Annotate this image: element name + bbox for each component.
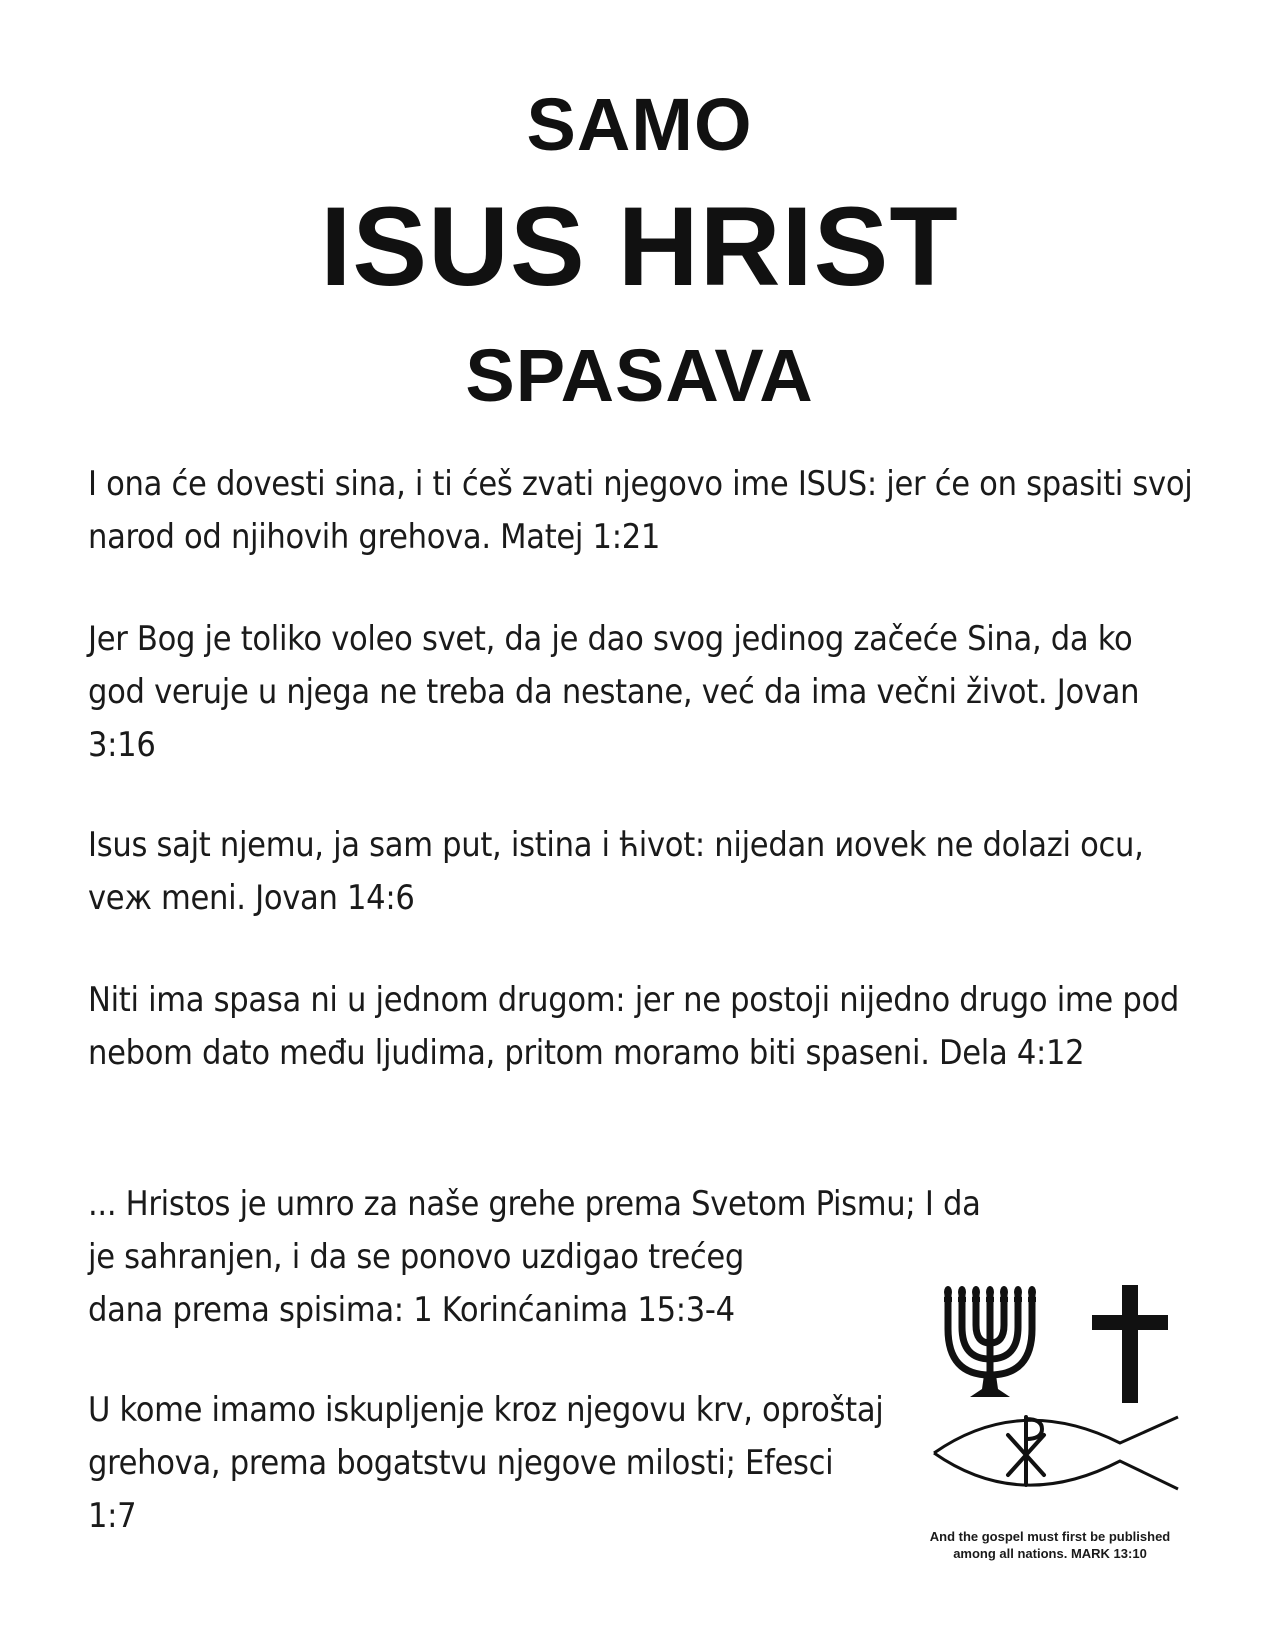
verse-line: ... Hristos je umro za naše grehe prema Svetom Pismu; I da bbox=[88, 1184, 981, 1224]
heading-spasava: SPASAVA bbox=[465, 334, 814, 417]
verse-line: je sahranjen, i da se ponovo uzdigao trećeg bbox=[88, 1237, 745, 1277]
chi-rho-fish-icon bbox=[930, 1413, 1180, 1491]
heading-isus-hrist: ISUS HRIST bbox=[320, 184, 959, 309]
footnote-line: And the gospel must first be published bbox=[929, 1529, 1171, 1544]
verse-matej-1-21: I ona će dovesti sina, i ti ćeš zvati njegovo ime ISUS: jer će on spasiti svoj narod od njihovih grehova. Matej 1:21 bbox=[88, 464, 1193, 557]
footnote-mark-13-10 bbox=[900, 1528, 1200, 1562]
verse-dela-4-12: Niti ima spasa ni u jednom drugom: jer ne postoji nijedno drugo ime pod nebom dato među ljudima, pritom moramo biti spaseni. Dela 4:12 bbox=[88, 980, 1180, 1073]
footnote-line: among all nations. MARK 13:10 bbox=[953, 1546, 1147, 1561]
verse-line: dana prema spisima: 1 Korinćanima 15:3-4 bbox=[88, 1290, 735, 1330]
verse-jovan-14-6: Isus sajt njemu, ja sam put, istina i ћivot: nijedan иovek ne dolazi ocu, veж meni. Jovan 14:6 bbox=[88, 825, 1144, 918]
cross-icon bbox=[1090, 1285, 1170, 1403]
verse-jovan-3-16: Jer Bog je toliko voleo svet, da je dao svog jedinog začeće Sina, da ko god veruje u njega ne treba da nestane, već da ima večni život. Jovan 3:16 bbox=[88, 619, 1140, 765]
heading-samo: SAMO bbox=[526, 83, 753, 166]
menorah-icon bbox=[930, 1285, 1050, 1403]
verse-efesci-1-7: U kome imamo iskupljenje kroz njegovu krv, oproštaj grehova, prema bogatstvu njegove milosti; Efesci 1:7 bbox=[88, 1390, 884, 1536]
faith-symbols bbox=[930, 1285, 1180, 1525]
